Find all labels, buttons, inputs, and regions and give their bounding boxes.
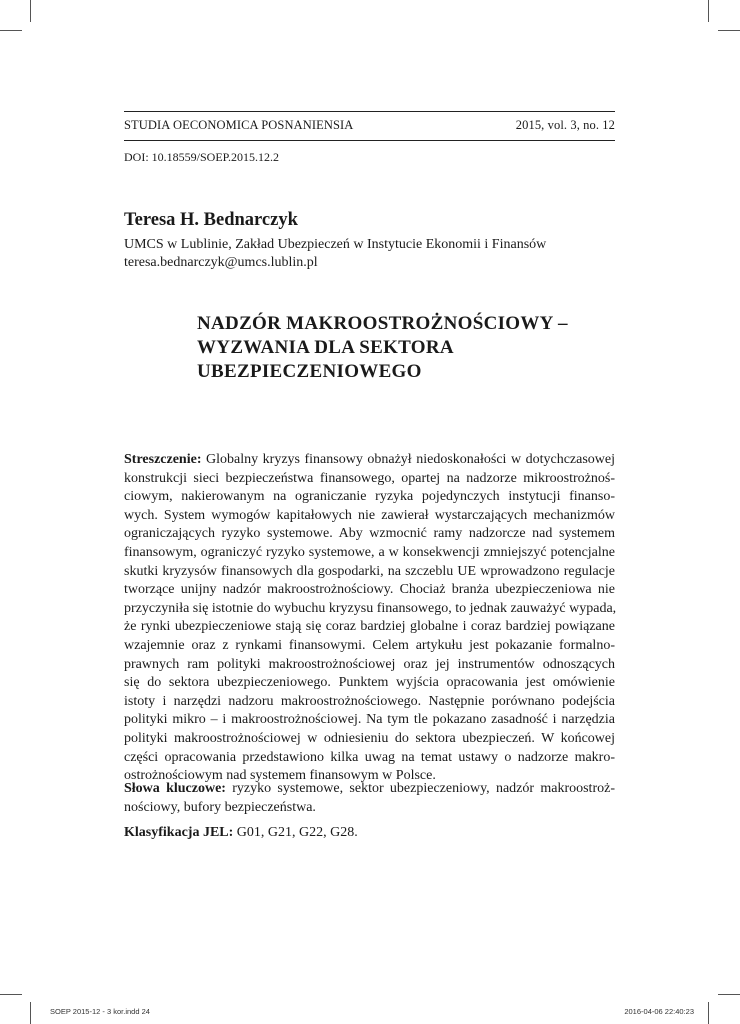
jel-codes: G01, G21, G22, G28. <box>236 825 358 840</box>
author-email: teresa.bednarczyk@umcs.lublin.pl <box>124 255 318 270</box>
crop-mark <box>30 0 31 22</box>
title-line: UBEZPIECZENIOWEGO <box>197 361 422 382</box>
title-line: WYZWANIA DLA SEKTORA <box>197 337 454 358</box>
abstract-line: skutki kryzysów finansowych dla gospodarki, na szczeblu UE wprowadzono regulacje <box>124 563 615 579</box>
abstract-line: polityki makroostrożnościowej w odniesieniu do sektora ubezpieczeń. W końcowej <box>124 730 615 746</box>
crop-mark <box>30 1002 31 1024</box>
abstract-line: Streszczenie: Globalny kryzys finansowy obnażył niedoskonałości w dotychczasowej <box>124 452 615 467</box>
crop-mark <box>0 30 22 31</box>
article-title <box>197 312 617 384</box>
header-top-rule <box>124 111 615 112</box>
crop-mark <box>718 30 740 31</box>
issue-info: 2015, vol. 3, no. 12 <box>515 118 615 132</box>
header-bottom-rule <box>124 140 615 141</box>
author-affiliation: UMCS w Lublinie, Zakład Ubezpieczeń w Instytucie Ekonomii i Finansów <box>124 237 547 252</box>
author-name: Teresa H. Bednarczyk <box>124 210 298 230</box>
keywords-line: Słowa kluczowe: ryzyko systemowe, sektor ubezpieczeniowy, nadzór makroostroż- <box>124 781 615 796</box>
abstract-line: ciowym, nakierowanym na ograniczanie ryzyka pojedynczych instytucji finanso- <box>124 489 615 505</box>
crop-mark <box>708 0 709 22</box>
abstract-line: polityki mikro – i makroostrożnościowej. Na tym tle pokazano zasadność i narzędzia <box>124 712 615 728</box>
jel-classification <box>124 825 358 841</box>
jel-label: Klasyfikacja JEL: <box>124 825 234 840</box>
footer-file-slug: SOEP 2015-12 - 3 kor.indd 24 <box>50 1007 150 1016</box>
crop-mark <box>718 994 740 995</box>
running-header <box>124 118 615 133</box>
abstract-line: prawnych ram polityki makroostrożnościowej oraz jej instrumentów odnoszących <box>124 656 615 672</box>
keywords-line: nościowy, bufory bezpieczeństwa. <box>124 799 316 815</box>
abstract <box>124 451 615 786</box>
abstract-line: tworzące unijny nadzór makroostrożnościowy. Chociaż branża ubezpieczeniowa nie <box>124 582 615 598</box>
keywords <box>124 780 615 817</box>
keywords-label: Słowa kluczowe: <box>124 781 226 796</box>
abstract-label: Streszczenie: <box>124 452 202 467</box>
abstract-line: wych. System wymogów kapitałowych nie zawierał wystarczających mechanizmów <box>124 507 615 523</box>
journal-name: STUDIA OECONOMICA POSNANIENSIA <box>124 118 354 132</box>
abstract-line: że rynki ubezpieczeniowe stają się coraz bardziej globalne i coraz bardziej powiązane <box>124 619 615 635</box>
crop-mark <box>0 994 22 995</box>
abstract-line: się do sektora ubezpieczeniowego. Punktem wyjścia opracowania jest omówienie <box>124 675 615 691</box>
footer-timestamp: 2016-04-06 22:40:23 <box>624 1007 694 1016</box>
abstract-line: wzajemnie oraz z rynkami finansowymi. Celem artykułu jest pokazanie formalno- <box>124 637 615 653</box>
author-affiliation-block <box>124 236 546 272</box>
title-line: NADZÓR MAKROOSTROŻNOŚCIOWY – <box>197 313 568 334</box>
abstract-line: konstrukcji sieci bezpieczeństwa finansowego, opartej na nadzorze mikroostrożnoś- <box>124 470 615 486</box>
doi: DOI: 10.18559/SOEP.2015.12.2 <box>124 150 280 164</box>
abstract-line: istoty i narzędzi nadzoru makroostrożnościowego. Następnie porównano podejścia <box>124 693 615 709</box>
abstract-line: ograniczających ryzyko systemowe. Aby wzmocnić ramy nadzorcze nad systemem <box>124 526 615 542</box>
abstract-line: ostrożnościowym nad systemem finansowym w Polsce. <box>124 768 436 784</box>
abstract-line: finansowym, ograniczyć ryzyko systemowe, a w konsekwencji zmniejszyć potencjalne <box>124 544 615 560</box>
abstract-line: części opracowania przedstawiono kilka uwag na temat ustawy o nadzorze makro- <box>124 749 615 765</box>
abstract-line: przyczyniła się istotnie do wybuchu kryzysu finansowego, to jednak zauważyć wypada, <box>124 600 617 616</box>
crop-mark <box>708 1002 709 1024</box>
